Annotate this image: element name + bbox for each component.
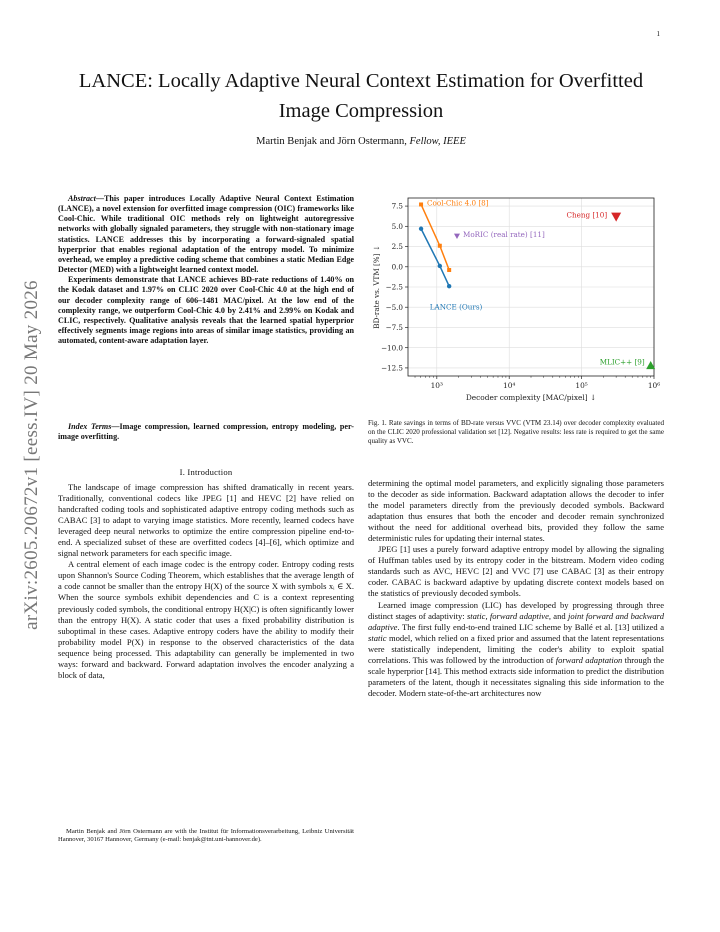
y-tick-label: −7.5 xyxy=(385,323,403,333)
lic-text-4: . The first fully end-to-end trained LIC scheme by Ballé et al. [13] utilized a xyxy=(397,621,664,632)
intro-paragraph-2: A central element of each image codec is the entropy coder. Entropy coding rests upon Shannon's Source Coding Theorem, which establishes that the average length of a code cannot be smaller than the entropy H(X) of the source X with symbols xᵢ ∈ X. When the source symbols exhibit dependencies and C is a context representing previously coded symbols, the conditional entropy H(X|C) is often significantly lower than the entropy H(X). A static coder that uses a fixed probability distribution is suboptimal in these cases. Adaptive entropy coders have the ability to modify their probability model P(X) in response to the observed characteristics of the data sequence being processed. This adaptability can generally be implemented in two ways: forward and backward. Forward adaptation involves the encoder analyzing a block of data, xyxy=(58,559,354,680)
lic-static2-em: static xyxy=(368,632,387,643)
intro-paragraph-1: The landscape of image compression has shifted dramatically in recent years. Traditionally, conventional codecs like JPEG [1] and HEVC [2] have relied on handcrafted coding tools and sophisticated adaptive entropy coding methods such as CABAC [3] to adapt to varying image statistics. More recently, learned codecs have leveraged deep neural networks to optimize the entire compression pipeline end-to-end. A specialized subset of these are overfitted codecs [4]–[6], which optimize and signal network parameters for each specific image. xyxy=(58,482,354,559)
right-paragraph-continued: determining the optimal model parameters, and explicitly signaling those parameters to the decoder as side information. Backward adaptation allows the decoder to infer the model parameters directly from the previously decoded symbols. Backward adaptation thus ensures that both the encoder and decoder remain synchronized without the need for additional overhead bits, provided they follow the same deterministic rules for updating their internal states. xyxy=(368,478,664,544)
arxiv-sidebar-stamp xyxy=(12,220,52,690)
data-point xyxy=(438,244,442,248)
figure-caption: Fig. 1. Rate savings in terms of BD-rate versus VVC (VTM 23.14) over decoder complexity evaluated on the CLIC 2020 professional validation set [12]. Negative results: less rate is required to get the same quality as VVC. xyxy=(368,419,664,446)
bd-rate-plot xyxy=(368,190,664,414)
y-tick-label: −5.0 xyxy=(385,302,403,312)
page-number: 1 xyxy=(656,30,660,38)
right-paragraph-lic xyxy=(368,600,664,699)
abstract-paragraph-2: Experiments demonstrate that LANCE achieves BD-rate reductions of 1.40% on the Kodak dataset and 1.97% on CLIC 2020 over Cool-Chic 4.0 at the high end of our decoder complexity range of 606–1481 MAC/pixel. At the low end of the complexity range, we outperform Cool-Chic 4.0 by 2.41% and 2.99% on Kodak and CLIC, respectively. Qualitative analysis reveals that the learned spatial hyperprior effectively segments image regions into areas of similar image statistics, providing an automated, content-aware adaptation layer. xyxy=(58,275,354,346)
index-terms-text: —Image compression, learned compression, entropy modeling, per-image overfitting. xyxy=(58,422,355,442)
y-axis-label: BD-rate vs. VTM [%] ↓ xyxy=(372,245,381,329)
footnote-text: Martin Benjak and Jörn Ostermann are with the Institut für Informationsverarbeitung, Leibniz Universität Hannover, 30167 Hannover, Germany (e-mail: benjak@tnt.uni-hannover.de). xyxy=(58,828,354,844)
lic-text-6: through the scale hyperprior [14]. This method extracts side information to predict the distribution parameters of the latent, though it necessitates signaling this side information to the decoder. Modern state-of-the-art architectures now xyxy=(368,654,664,698)
x-axis-label: Decoder complexity [MAC/pixel] ↓ xyxy=(465,393,597,402)
series-label: LANCE (Ours) xyxy=(429,302,483,312)
author-line xyxy=(56,136,666,147)
lic-text-5: model, which relied on a fixed prior and assumed that the latent representations were statistically independent, limiting the coder's ability to exploit spatial correlations. This was followed by the introduction of xyxy=(368,632,664,665)
y-tick-label: 2.5 xyxy=(391,242,403,252)
y-tick-label: 7.5 xyxy=(391,201,403,211)
y-tick-label: 5.0 xyxy=(391,221,403,231)
author-names: Martin Benjak and Jörn Ostermann, xyxy=(256,136,407,147)
right-column-body xyxy=(368,478,664,699)
author-fellow: Fellow, IEEE xyxy=(409,136,466,147)
data-point xyxy=(419,227,423,231)
y-tick-label: −12.5 xyxy=(380,363,403,373)
data-point xyxy=(447,268,451,272)
lic-forward-em: forward adaptive xyxy=(489,610,549,621)
y-tick-label: −2.5 xyxy=(385,282,403,292)
lic-text-1: Learned image compression (LIC) has developed by progressing through three distinct stages of adaptivity: xyxy=(368,599,664,621)
data-point xyxy=(454,234,460,239)
data-point xyxy=(611,213,621,222)
lic-text-2: , xyxy=(485,610,490,621)
series-label: MLIC++ [9] xyxy=(599,357,645,367)
lic-fa-em: forward adaptation xyxy=(555,654,623,665)
x-tick-label: 10⁵ xyxy=(575,381,588,390)
index-terms xyxy=(58,422,354,442)
right-paragraph-jpeg: JPEG [1] uses a purely forward adaptive entropy model by allowing the signaling of Huffman tables used by its entropy coder in the bitstream. Modern video coding standards such as AVC, HEVC [2] and VVC [7] use CABAC [3] as their entropy coder. CABAC is backward adaptive by updating discrete context models based on the statistics of previously decoded symbols. xyxy=(368,544,664,599)
y-tick-label: 0.0 xyxy=(391,262,403,272)
data-point xyxy=(447,284,451,288)
index-terms-label: Index Terms xyxy=(68,422,112,431)
x-tick-label: 10³ xyxy=(430,381,443,390)
series-label: MoRIC (real rate) [11] xyxy=(462,230,545,240)
lic-static-em: static xyxy=(466,610,486,621)
y-tick-label: −10.0 xyxy=(380,343,403,353)
x-tick-label: 10⁴ xyxy=(503,381,516,390)
lic-text-3: , and xyxy=(548,610,568,621)
x-tick-label: 10⁶ xyxy=(647,381,661,390)
introduction-body xyxy=(58,482,354,681)
arxiv-identifier: arXiv:2605.20672v1 [eess.IV] 20 May 2026 xyxy=(21,280,42,630)
author-footnote xyxy=(58,828,354,845)
abstract-label: Abstract xyxy=(68,194,96,203)
figure-1-chart xyxy=(368,190,664,414)
data-point xyxy=(438,264,442,268)
lic-joint-em: joint forward and backward adaptive xyxy=(368,610,664,632)
series-label: Cool-Chic 4.0 [8] xyxy=(427,198,489,208)
data-point xyxy=(419,202,423,206)
abstract xyxy=(58,194,354,346)
paper-title: LANCE: Locally Adaptive Neural Context Estimation for Overfitted Image Compression xyxy=(78,70,644,122)
abstract-paragraph-1: —This paper introduces Locally Adaptive Neural Context Estimation (LANCE), a novel extension for overfitted image compression (OIC) frameworks like Cool-Chic. While traditional OIC methods rely on lightweight autoregressive networks with globally signaled parameters, they struggle with non-stationary image statistics. LANCE addresses this by incorporating a forward-signaled spatial hyperprior that enables regional adaptation of the entropy model. To minimize overhead, we employ a predictive coding scheme that combines a static Median Edge Detector (MED) with a lightweight learned context model. xyxy=(58,194,354,275)
series-label: Cheng [10] xyxy=(566,210,608,220)
section-heading: I. Introduction xyxy=(179,467,233,477)
